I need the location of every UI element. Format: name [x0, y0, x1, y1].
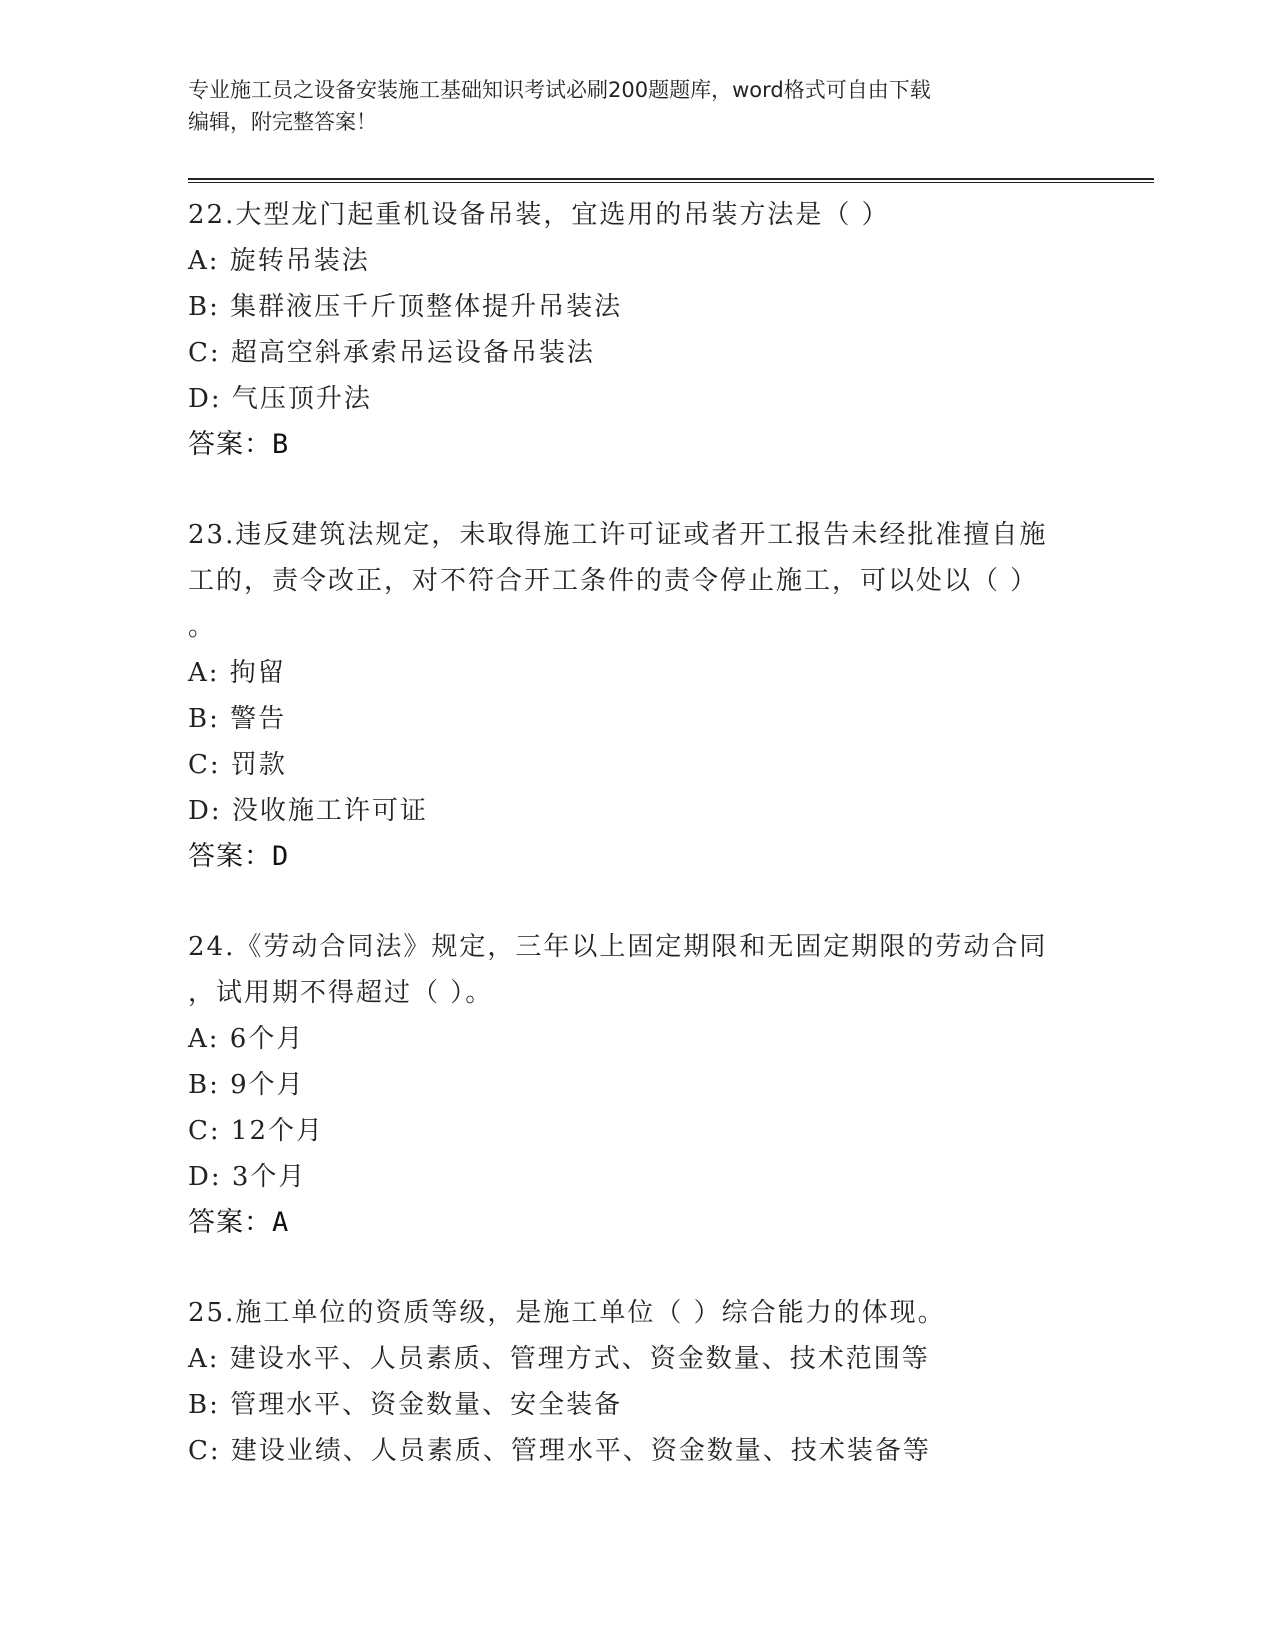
answer-line: [188, 834, 1088, 880]
option-c: C: 罚款: [188, 750, 287, 780]
option-a: A: 拘留: [188, 658, 286, 688]
question-stem: 。: [188, 612, 217, 642]
option-a: A: 6个月: [188, 1024, 305, 1054]
header-divider-thin: [188, 182, 1154, 183]
question-stem: 23.违反建筑法规定，未取得施工许可证或者开工报告未经批准擅自施: [188, 520, 1048, 550]
question-22: [188, 192, 1088, 468]
question-list: [188, 192, 1088, 1518]
question-stem: 工的，责令改正，对不符合开工条件的责令停止施工，可以处以（ ）: [188, 566, 1039, 596]
option-d: D: 没收施工许可证: [188, 796, 428, 826]
document-header: [188, 74, 1068, 138]
answer-line: [188, 422, 1088, 468]
question-stem: 22.大型龙门起重机设备吊装，宜选用的吊装方法是（ ）: [188, 200, 890, 230]
answer-label: 答案：: [188, 429, 272, 460]
question-stem: 24.《劳动合同法》规定，三年以上固定期限和无固定期限的劳动合同: [188, 932, 1048, 962]
question-24: [188, 924, 1088, 1246]
question-stem: 25.施工单位的资质等级，是施工单位（ ）综合能力的体现。: [188, 1298, 946, 1328]
option-c: C: 建设业绩、人员素质、管理水平、资金数量、技术装备等: [188, 1436, 931, 1466]
answer-line: [188, 1200, 1088, 1246]
answer-value: B: [272, 429, 290, 460]
option-b: B: 管理水平、资金数量、安全装备: [188, 1390, 623, 1420]
option-a: A: 旋转吊装法: [188, 246, 370, 276]
question-23: [188, 512, 1088, 880]
answer-value: A: [272, 1207, 290, 1238]
option-d: D: 3个月: [188, 1162, 307, 1192]
answer-label: 答案：: [188, 1207, 272, 1238]
header-title-line-2: 编辑，附完整答案！: [188, 110, 377, 134]
question-25: [188, 1290, 1088, 1474]
answer-value: D: [272, 841, 290, 872]
question-stem: ，试用期不得超过（ ）。: [188, 978, 494, 1008]
option-b: B: 警告: [188, 704, 287, 734]
option-d: D: 气压顶升法: [188, 384, 372, 414]
option-c: C: 超高空斜承索吊运设备吊装法: [188, 338, 595, 368]
option-b: B: 集群液压千斤顶整体提升吊装法: [188, 292, 623, 322]
option-b: B: 9个月: [188, 1070, 305, 1100]
option-c: C: 12个月: [188, 1116, 325, 1146]
header-title-line-1: 专业施工员之设备安装施工基础知识考试必刷200题题库，word格式可自由下载: [188, 78, 931, 102]
answer-label: 答案：: [188, 841, 272, 872]
header-divider-thick: [188, 178, 1154, 180]
option-a: A: 建设水平、人员素质、管理方式、资金数量、技术范围等: [188, 1344, 930, 1374]
